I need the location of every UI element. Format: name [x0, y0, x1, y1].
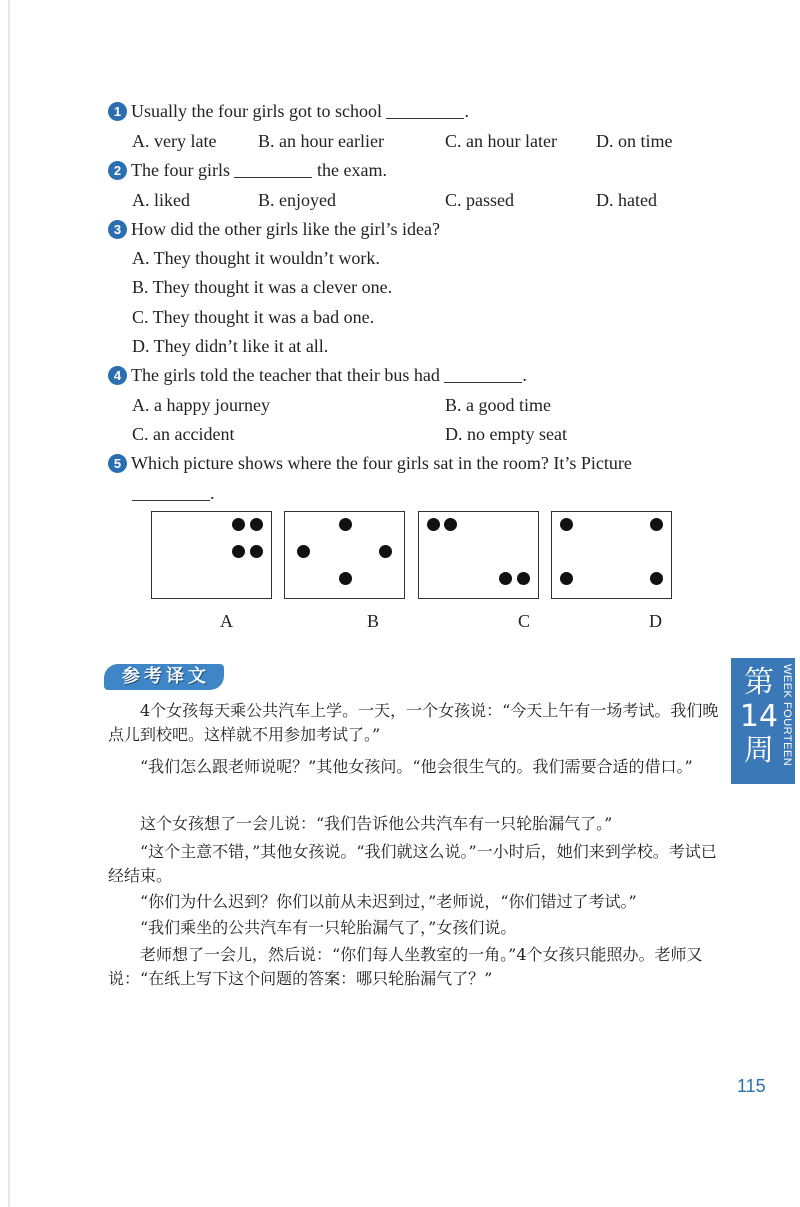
option-4b: B. a good time	[445, 395, 551, 415]
option-3a: A. They thought it wouldn’t work.	[132, 248, 380, 268]
week-tab-english: WEEK FOURTEEN	[781, 664, 793, 767]
question-1	[108, 99, 469, 123]
picture-label-c: C	[518, 611, 531, 631]
option-1c: C. an hour later	[445, 131, 557, 151]
picture-a-box	[151, 511, 272, 599]
seat-dot	[232, 545, 245, 558]
translation-paragraph-7: 老师想了一会儿，然后说：“你们每人坐教室的一角。”4个女孩只能照办。老师又说：“在纸上写下这个问题的答案：哪只轮胎漏气了？”	[108, 945, 703, 988]
option-3d: D. They didn’t like it at all.	[132, 336, 329, 356]
question-number-badge: 5	[108, 454, 127, 473]
option-3c: C. They thought it was a bad one.	[132, 307, 375, 327]
option-4c: C. an accident	[132, 424, 235, 444]
seat-dot	[250, 518, 263, 531]
question-number-badge: 3	[108, 220, 127, 239]
translation-paragraph-1: 4个女孩每天乘公共汽车上学。一天，一个女孩说：“今天上午有一场考试。我们晚点儿到校吧。这样就不用参加考试了。”	[108, 701, 719, 744]
picture-d-box	[551, 511, 672, 599]
picture-label-d: D	[649, 611, 662, 631]
picture-b-box	[284, 511, 405, 599]
seat-dot	[297, 545, 310, 558]
option-4a: A. a happy journey	[132, 395, 270, 415]
translation-paragraph-2: “我们怎么跟老师说呢？”其他女孩问。“他会很生气的。我们需要合适的借口。”	[108, 757, 693, 776]
seat-dot	[250, 545, 263, 558]
seat-dot	[232, 518, 245, 531]
question-text-tail: the exam.	[312, 160, 387, 180]
option-2d: D. hated	[596, 190, 657, 210]
page-number: 115	[737, 1076, 766, 1096]
week-tab	[731, 658, 795, 784]
question-text: The four girls	[131, 160, 235, 180]
question-5	[108, 451, 632, 475]
question-text: How did the other girls like the girl’s idea?	[131, 219, 440, 239]
week-tab-chinese: 第14周	[739, 665, 779, 768]
question-2	[108, 158, 387, 182]
seat-dot	[517, 572, 530, 585]
question-text: The girls told the teacher that their bus had	[131, 365, 445, 385]
question-text: Which picture shows where the four girls sat in the room? It’s Picture	[131, 453, 632, 473]
picture-label-b: B	[367, 611, 380, 631]
option-2c: C. passed	[445, 190, 514, 210]
question-text: Usually the four girls got to school	[131, 101, 387, 121]
question-number-badge: 2	[108, 161, 127, 180]
seat-dot	[379, 545, 392, 558]
picture-label-a: A	[220, 611, 233, 631]
question-number-badge: 1	[108, 102, 127, 121]
page-edge	[8, 0, 10, 1207]
question-3	[108, 217, 440, 241]
seat-dot	[650, 572, 663, 585]
reference-translation-badge	[104, 660, 226, 694]
seat-dot	[339, 572, 352, 585]
translation-paragraph-5: “你们为什么迟到？你们以前从未迟到过，”老师说，“你们错过了考试。”	[108, 892, 637, 911]
answer-blank	[444, 364, 522, 383]
question-text-tail: .	[210, 483, 215, 503]
question-5-answer-line	[132, 481, 215, 505]
question-text-tail: .	[522, 365, 527, 385]
answer-blank	[386, 100, 464, 119]
answer-blank	[234, 159, 312, 178]
option-2b: B. enjoyed	[258, 190, 336, 210]
seat-dot	[499, 572, 512, 585]
seat-dot	[444, 518, 457, 531]
option-1b: B. an hour earlier	[258, 131, 384, 151]
option-3b: B. They thought it was a clever one.	[132, 277, 393, 297]
option-1a: A. very late	[132, 131, 217, 151]
seat-dot	[427, 518, 440, 531]
option-2a: A. liked	[132, 190, 190, 210]
option-1d: D. on time	[596, 131, 673, 151]
translation-paragraph-4: “这个主意不错，”其他女孩说。“我们就这么说。”一小时后，她们来到学校。考试已经结束。	[108, 842, 717, 885]
badge-title: 参考译文	[122, 666, 210, 687]
option-4d: D. no empty seat	[445, 424, 567, 444]
seat-dot	[650, 518, 663, 531]
seat-dot	[560, 518, 573, 531]
picture-c-box	[418, 511, 539, 599]
question-4	[108, 363, 527, 387]
translation-paragraph-6: “我们乘坐的公共汽车有一只轮胎漏气了，”女孩们说。	[108, 918, 517, 937]
translation-paragraph-3: 这个女孩想了一会儿说：“我们告诉他公共汽车有一只轮胎漏气了。”	[108, 814, 613, 833]
seat-dot	[560, 572, 573, 585]
question-text-tail: .	[464, 101, 469, 121]
answer-blank	[132, 482, 210, 501]
question-number-badge: 4	[108, 366, 127, 385]
seat-dot	[339, 518, 352, 531]
